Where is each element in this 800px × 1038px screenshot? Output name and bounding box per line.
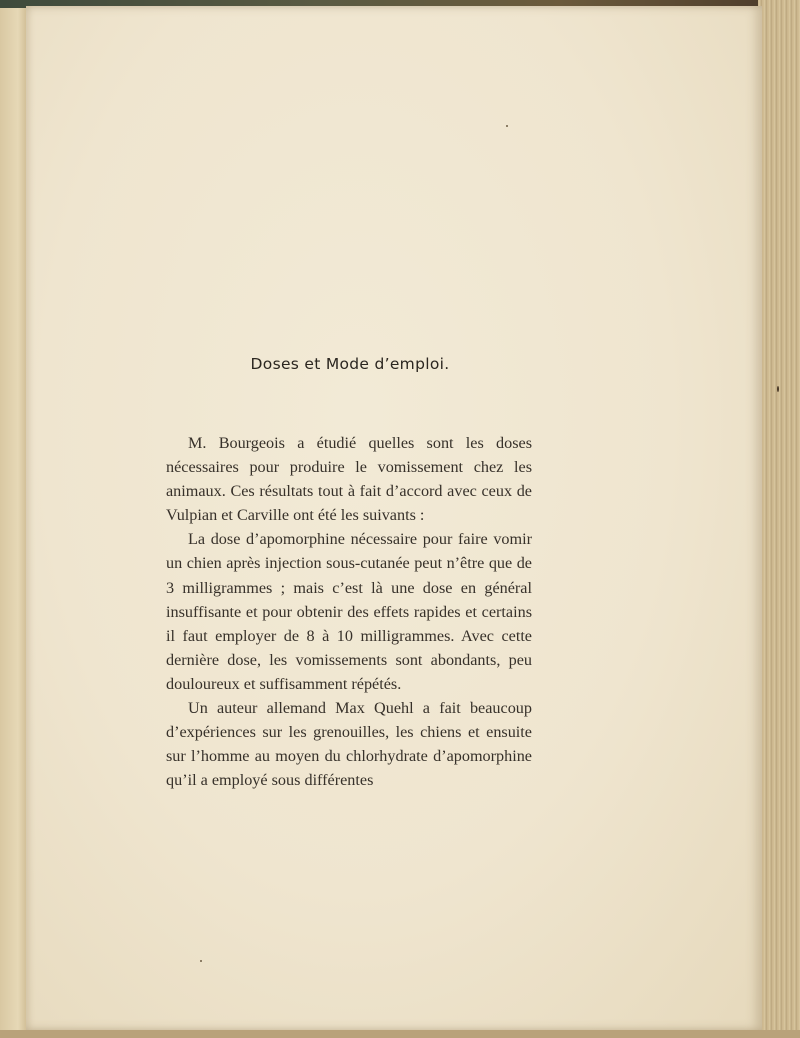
paragraph: Un auteur allemand Max Quehl a fait beaucoup d’expériences sur les grenouilles, les chiens et ensuite sur l’homme au moyen du chlorhydrate d’apomorphine qu’il a employé sous différentes xyxy=(166,699,532,790)
paragraph: La dose d’apomorphine nécessaire pour faire vomir un chien après injection sous-cutanée peut n’être que de 3 milligrammes ; mais c’est là une dose en général insuffisante et pour obtenir des effets rapides et certains il faut employer de 8 à 10 milligrammes. Avec cette dernière dose, les vomissements sont abondants, peu douloureux et suffisamment répétés. xyxy=(166,530,532,693)
paper-speck xyxy=(777,386,779,392)
body-text xyxy=(166,431,532,792)
paper-speck xyxy=(200,960,202,962)
paper-speck xyxy=(506,125,508,127)
section-heading: Doses et Mode d’emploi. xyxy=(250,355,450,373)
page-stack-edge xyxy=(758,0,800,1038)
paragraph: M. Bourgeois a étudié quelles sont les doses nécessaires pour produire le vomissement chez les animaux. Ces résultats tout à fait d’accord avec ceux de Vulpian et Carville ont été les suivants : xyxy=(166,434,532,525)
book-bottom-edge xyxy=(0,1030,800,1038)
